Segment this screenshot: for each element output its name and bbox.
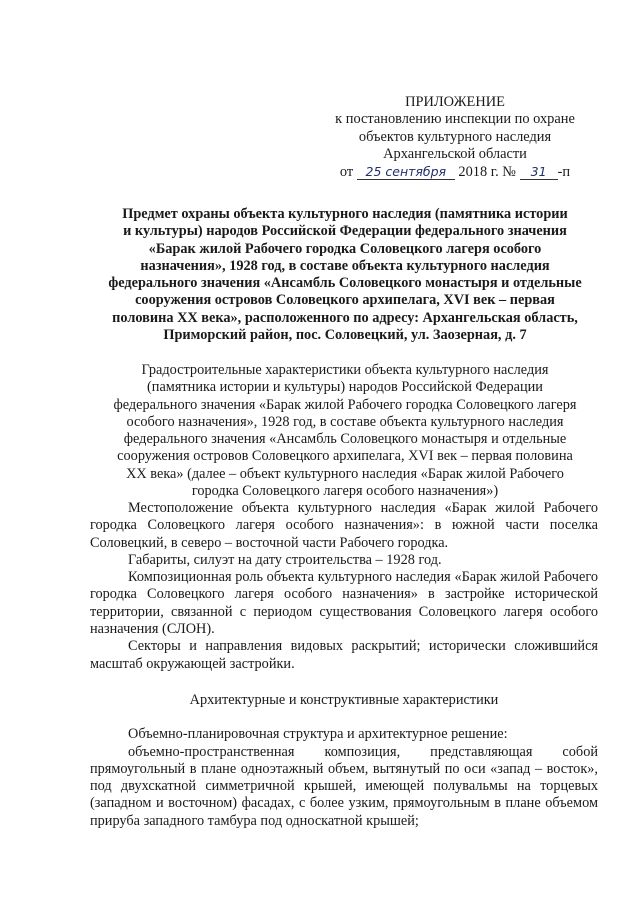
subject-line: и культуры) народов Российской Федерации федерального значения (123, 223, 567, 240)
subject-line: назначения», 1928 год, в составе объекта культурного наследия (140, 257, 550, 274)
date-year: 2018 г. № (458, 163, 516, 180)
urban-line: (памятника истории и культуры) народов Российской Федерации (147, 379, 543, 396)
subject-line: Приморский район, пос. Соловецкий, ул. Заозерная, д. 7 (163, 327, 527, 344)
location-paragraph: Местоположение объекта культурного наследия «Барак жилой Рабочего городка Соловецкого лагеря особого назначения»: в южной части поселка Соловецкий, в северо – восточной части Рабочего городка. (90, 500, 598, 551)
urban-line: городка Соловецкого лагеря особого назначения») (191, 483, 499, 500)
urban-line: федерального значения «Барак жилой Рабочего городка Соловецкого лагеря (113, 396, 577, 413)
appendix-title: ПРИЛОЖЕНИЕ (405, 94, 505, 110)
appendix-header (300, 94, 610, 181)
architectural-characteristics-heading: Архитектурные и конструктивные характеристики (189, 691, 499, 708)
subject-line: федерального значения «Ансамбль Соловецкого монастыря и отдельные (108, 275, 582, 292)
structure-paragraph: объемно-пространственная композиция, представляющая собой прямоугольный в плане одноэтажный объем, вытянутый по оси «запад – восток», под двухскатной симметричной крышей, имеющей полувальмы на торцевых (западном и восточном) фасадах, с более узким, прямоугольным в плане объемом прируба западного тамбура под односкатной крышей; (90, 743, 598, 829)
urban-line: XX века» (далее – объект культурного наследия «Барак жилой Рабочего (126, 465, 564, 482)
urban-line: Градостроительные характеристики объекта культурного наследия (141, 362, 549, 378)
view-sectors-paragraph: Секторы и направления видовых раскрытий; исторически сложившийся масштаб окружающей застройки. (90, 638, 598, 672)
handwritten-date: 25 сентября (357, 165, 455, 180)
appendix-line-3: Архангельской области (383, 146, 527, 163)
urban-line: федерального значения «Ансамбль Соловецкого монастыря и отдельные (123, 431, 567, 448)
date-prefix: от (339, 163, 354, 180)
urban-line: сооружения островов Соловецкого архипелага, XVI век – первая половина (117, 448, 573, 465)
dimensions-paragraph: Габариты, силуэт на дату строительства – 1928 год. (128, 551, 442, 568)
subject-line: «Барак жилой Рабочего городка Соловецкого лагеря особого (148, 240, 542, 257)
subject-line: Предмет охраны объекта культурного наследия (памятника истории (122, 206, 568, 222)
urban-characteristics-heading (96, 362, 594, 500)
urban-line: особого назначения», 1928 год, в составе объекта культурного наследия (126, 413, 564, 430)
appendix-date-line (300, 164, 610, 181)
protection-subject-title (96, 206, 594, 344)
number-suffix: -п (557, 163, 571, 180)
subject-line: сооружения островов Соловецкого архипелага, XVI век – первая (135, 292, 555, 309)
appendix-line-1: к постановлению инспекции по охране (335, 111, 575, 128)
appendix-line-2: объектов культурного наследия (358, 128, 552, 145)
handwritten-number: 31 (520, 165, 558, 180)
subject-line: половина XX века», расположенного по адресу: Архангельская область, (112, 309, 578, 326)
document-body (90, 500, 598, 830)
composition-role-paragraph: Композиционная роль объекта культурного наследия «Барак жилой Рабочего городка Соловецкого лагеря особого назначения» в застройке исторической территории, связанной с периодом существования Соловецкого лагеря особого назначения (СЛОН). (90, 569, 598, 638)
structure-heading: Объемно-планировочная структура и архитектурное решение: (128, 726, 508, 743)
